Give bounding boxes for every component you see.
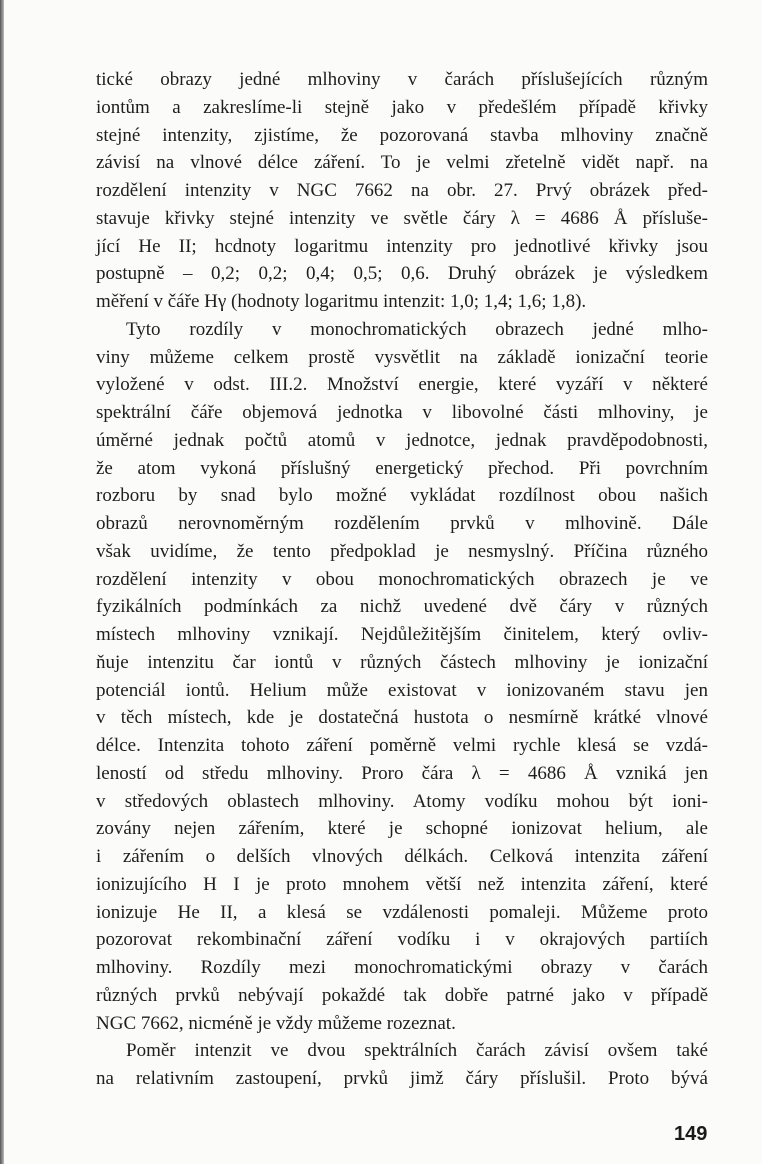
text-line: vyložené v odst. III.2. Množství energie, které vyzáří v některé (96, 374, 708, 396)
text-line: postupně – 0,2; 0,2; 0,4; 0,5; 0,6. Druhý obrázek je výsledkem (96, 263, 708, 285)
text-line: ionizujícího H I je proto mnohem větší než intenzita záření, které (96, 873, 708, 895)
text-line: místech mlhoviny vznikají. Nejdůležitějším činitelem, který ovliv- (96, 624, 708, 645)
text-line: jící He II; hcdnoty logaritmu intenzity pro jednotlivé křivky jsou (96, 235, 708, 257)
text-line: rozdělení intenzity v obou monochromatických obrazech je ve (96, 568, 708, 590)
text-line: stejné intenzity, zjistíme, že pozorovaná stavba mlhoviny značně (96, 124, 708, 146)
text-line: NGC 7662, nicméně je vždy můžeme rozeznat. (96, 1012, 456, 1034)
text-line: leností od středu mlhoviny. Proro čára λ = 4686 Å vzniká jen (96, 762, 708, 784)
text-line: pozorovat rekombinační záření vodíku i v okrajových partiích (96, 929, 708, 951)
text-line: fyzikálních podmínkách za nichž uvedené dvě čáry v různých (96, 596, 708, 618)
body-text (96, 66, 708, 1093)
text-line: rozdělení intenzity v NGC 7662 na obr. 27. Prvý obrázek před- (96, 180, 708, 201)
text-line: v středových oblastech mlhoviny. Atomy vodíku mohou být ioni- (96, 790, 708, 812)
text-line: stavuje křivky stejné intenzity ve světle čáry λ = 4686 Å přísluše- (96, 207, 708, 229)
text-line: závisí na vlnové délce záření. To je velmi zřetelně vidět např. na (96, 152, 708, 174)
text-line: ionizuje He II, a klesá se vzdálenosti pomaleji. Můžeme proto (96, 901, 708, 923)
text-line: mlhoviny. Rozdíly mezi monochromatickými obrazy v čarách (96, 957, 708, 978)
text-line: že atom vykoná příslušný energetický přechod. Při povrchním (96, 457, 708, 479)
text-line: i zářením o delších vlnových délkách. Celková intenzita záření (96, 846, 708, 867)
text-line: zovány nejen zářením, které je schopné ionizovat helium, ale (96, 818, 708, 840)
paragraph (96, 1037, 708, 1093)
text-line: spektrální čáře objemová jednotka v libovolné části mlhoviny, je (96, 402, 708, 423)
text-line: měření v čáře Hγ (hodnoty logaritmu intenzit: 1,0; 1,4; 1,6; 1,8). (96, 291, 587, 312)
scan-edge (0, 0, 4, 1164)
text-line: v těch místech, kde je dostatečná hustota o nesmírně krátké vlnové (96, 707, 708, 729)
text-line: iontům a zakreslíme-li stejně jako v předešlém případě křivky (96, 96, 708, 118)
text-line: ňuje intenzitu čar iontů v různých částech mlhoviny je ionizační (96, 651, 708, 673)
text-line: obrazů nerovnoměrným rozdělením prvků v mlhovině. Dále (96, 513, 708, 534)
text-line: tické obrazy jedné mlhoviny v čarách příslušejících různým (96, 69, 708, 90)
text-line: potenciál iontů. Helium může existovat v ionizovaném stavu jen (96, 679, 708, 701)
text-line: viny můžeme celkem prostě vysvětlit na základě ionizační teorie (96, 346, 708, 368)
page-number: 149 (674, 1123, 708, 1145)
text-line: Tyto rozdíly v monochromatických obrazech jedné mlho- (126, 318, 708, 340)
text-line: rozboru by snad bylo možné vykládat rozdílnost obou našich (96, 485, 708, 507)
text-line: úměrné jednak počtů atomů v jednotce, jednak pravděpodobnosti, (96, 429, 708, 451)
paragraph (96, 316, 708, 1038)
text-line: Poměr intenzit ve dvou spektrálních čarách závisí ovšem také (126, 1040, 708, 1062)
text-line: délce. Intenzita tohoto záření poměrně velmi rychle klesá se vzdá- (96, 735, 708, 756)
text-line: na relativním zastoupení, prvků jimž čáry příslušil. Proto bývá (96, 1068, 708, 1089)
text-line: však uvidíme, že tento předpoklad je nesmyslný. Příčina různého (96, 540, 708, 562)
paragraph (96, 66, 708, 316)
text-line: různých prvků nebývají pokaždé tak dobře patrné jako v případě (96, 984, 708, 1006)
